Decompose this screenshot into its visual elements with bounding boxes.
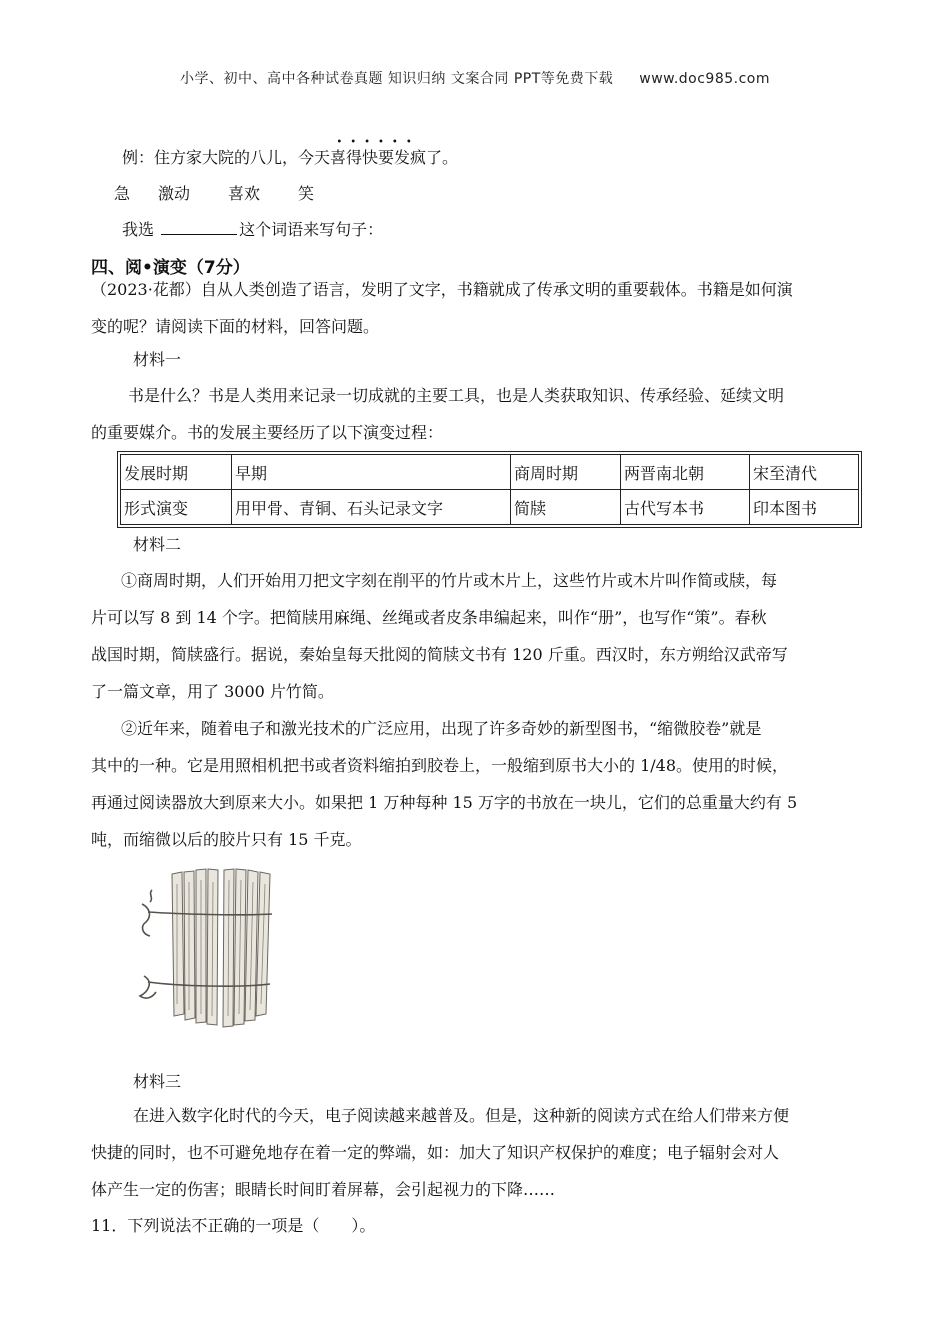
evolution-table: [120, 454, 859, 525]
table-cell: 用甲骨、青铜、石头记录文字: [232, 490, 511, 525]
material1-label: 材料一: [133, 350, 182, 369]
example-suffix: 了。: [426, 148, 459, 167]
material2-paragraph1: ①商周时期，人们开始用刀把文字刻在削平的竹片或木片上，这些竹片或木片叫作简或牍，每 片可以写 8 到 14 个字。把简牍用麻绳、丝绳或者皮条串编起来，叫作“册”，也写作“策”。春秋 战国时期，简牍盛行。据说，秦始皇每天批阅的简牍文书有 120 斤重。西汉时，东方朔给汉武帝写 了一篇文章，用了 3000 片竹简。: [91, 571, 788, 701]
word-option-1: 急: [114, 184, 131, 203]
word-option-4: 笑: [298, 184, 315, 203]
material3-label: 材料三: [133, 1072, 182, 1091]
table-cell: 早期: [232, 455, 511, 490]
material3-paragraph: 在进入数字化时代的今天，电子阅读越来越普及。但是，这种新的阅读方式在给人们带来方便 快捷的同时，也不可避免地存在着一定的弊端，如：加大了知识产权保护的难度；电子辐射会对人 体产生一定的伤害；眼睛长时间盯着屏幕，会引起视力的下降……: [91, 1106, 790, 1199]
word-option-3: 喜欢: [228, 184, 261, 203]
table-cell: 两晋南北朝: [621, 455, 750, 490]
bamboo-slips-image: [138, 864, 280, 1032]
example-emphasis: •••••• 喜得快要发疯: [330, 137, 427, 167]
material2-label: 材料二: [133, 535, 182, 554]
example-sentence: [122, 137, 459, 168]
intro-paragraph: （2023·花都）自从人类创造了语言，发明了文字，书籍就成了传承文明的重要载体。书籍是如何演 变的呢？请阅读下面的材料，回答问题。: [91, 280, 793, 336]
table-cell: 印本图书: [750, 490, 859, 525]
table-cell: 简牍: [511, 490, 621, 525]
material2-paragraph2: ②近年来，随着电子和激光技术的广泛应用，出现了许多奇妙的新型图书，“缩微胶卷”就是 其中的一种。它是用照相机把书或者资料缩拍到胶卷上，一般缩到原书大小的 1/48。使用的时候， 再通过阅读器放大到原来大小。如果把 1 万种每种 15 万字的书放在一块儿，它们的总重量大约有 5 吨，而缩微以后的胶片只有 15 千克。: [91, 719, 798, 849]
emphasis-dots: ••••••: [336, 137, 420, 148]
table-cell: 商周时期: [511, 455, 621, 490]
table-row: [121, 490, 859, 525]
word-option-2: 激动: [158, 184, 191, 203]
example-prefix: 例：住方家大院的八儿，今天: [122, 148, 331, 167]
section-title: 四、阅•演变（7分）: [91, 258, 250, 278]
table-cell: 古代写本书: [621, 490, 750, 525]
table-cell: 形式演变: [121, 490, 232, 525]
answer-blank[interactable]: [161, 220, 237, 235]
material1-paragraph: 书是什么？书是人类用来记录一切成就的主要工具，也是人类获取知识、传承经验、延续文明 的重要媒介。书的发展主要经历了以下演变过程：: [91, 386, 785, 442]
table-cell: 发展时期: [121, 455, 232, 490]
header-site-link[interactable]: www.doc985.com: [639, 71, 771, 87]
table-row: [121, 455, 859, 490]
choose-word-line: 我选 这个词语来写句子：: [122, 220, 384, 239]
header-text: 小学、初中、高中各种试卷真题 知识归纳 文案合同 PPT等免费下载: [179, 71, 614, 87]
question-11: 11．下列说法不正确的一项是（ ）。: [91, 1216, 376, 1235]
page-header: [0, 68, 950, 88]
table-cell: 宋至清代: [750, 455, 859, 490]
